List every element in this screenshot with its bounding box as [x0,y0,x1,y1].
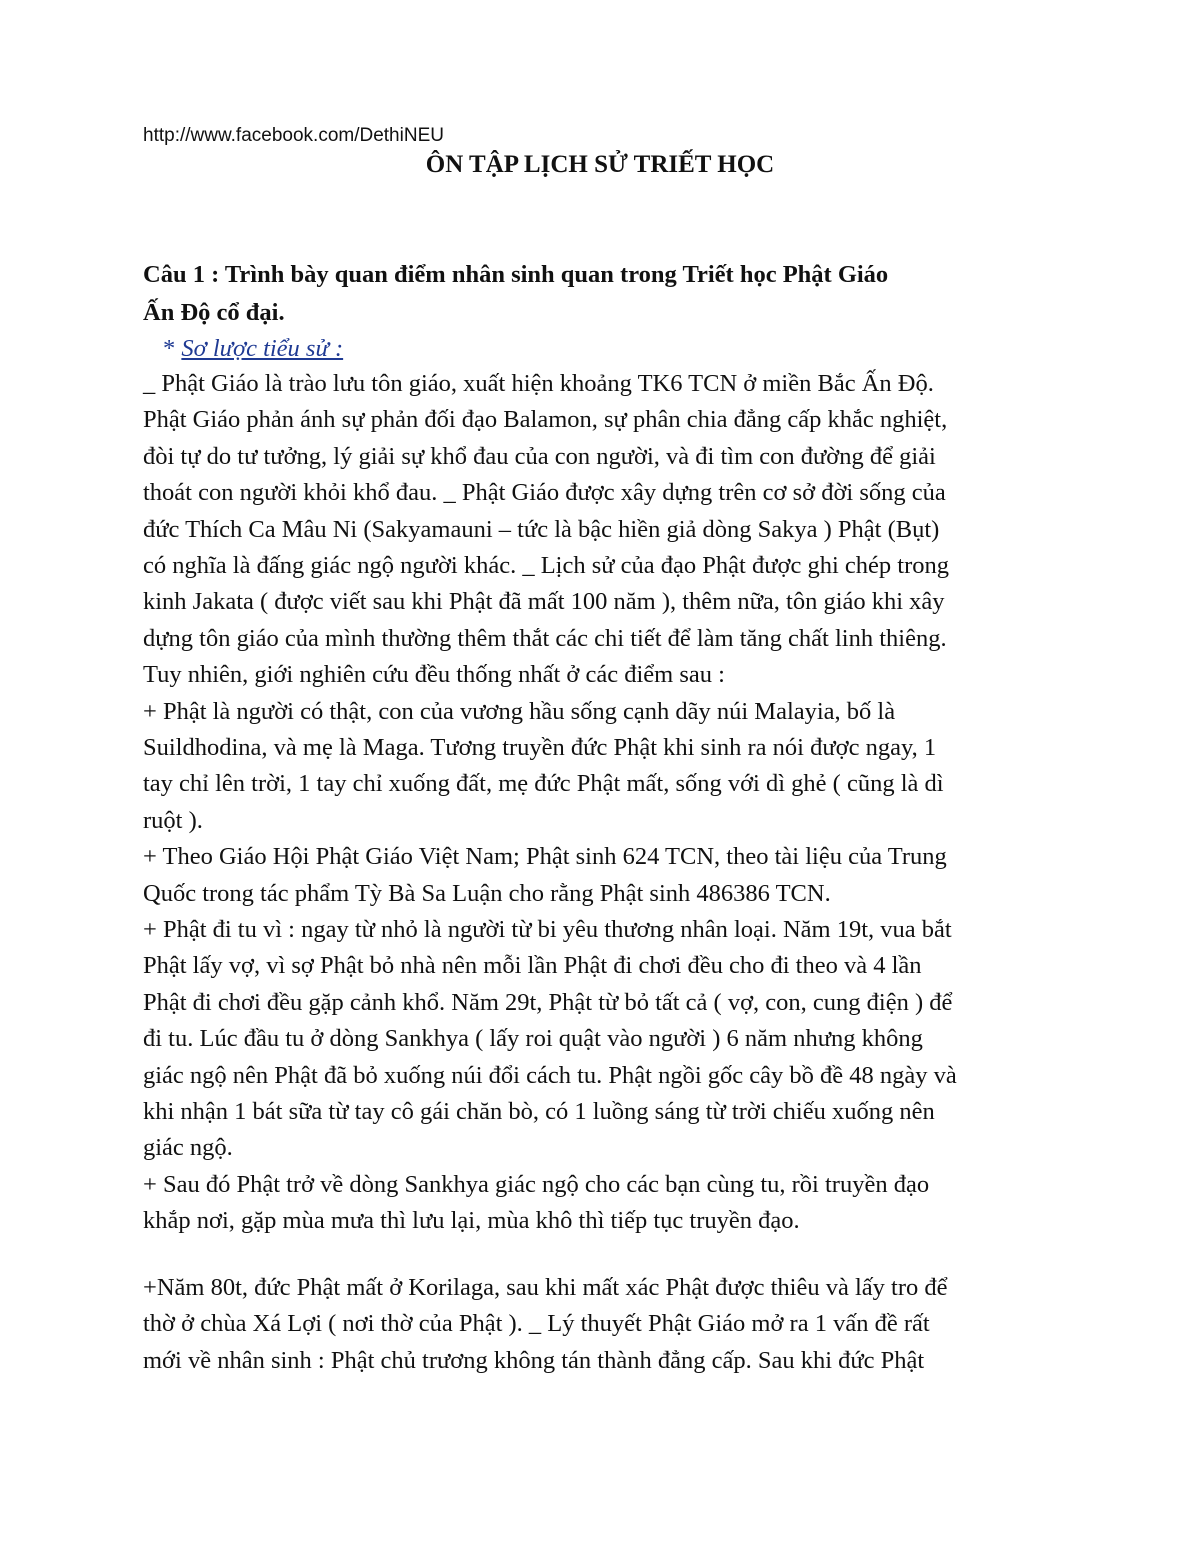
body-line: + Phật đi tu vì : ngay từ nhỏ là người từ bi yêu thương nhân loại. Năm 19t, vua bắt [143,916,952,943]
body-line: Tuy nhiên, giới nghiên cứu đều thống nhất ở các điểm sau : [143,661,725,689]
subheading-label: Sơ lược tiểu sử : [181,335,344,362]
body-line: + Phật là người có thật, con của vương hầu sống cạnh dãy núi Malayia, bố là [143,697,896,725]
question-heading-line-1: Câu 1 : Trình bày quan điểm nhân sinh quan trong Triết học Phật Giáo [143,261,889,288]
body-line: ruột ). [143,806,203,834]
body-line: +Năm 80t, đức Phật mất ở Korilaga, sau khi mất xác Phật được thiêu và lấy tro để [143,1274,948,1301]
body-line: mới về nhân sinh : Phật chủ trương không tán thành đẳng cấp. Sau khi đức Phật [143,1346,925,1374]
body-line: thờ ở chùa Xá Lợi ( nơi thờ của Phật ). _ Lý thuyết Phật Giáo mở ra 1 vấn đề rất [143,1310,930,1338]
body-line: Suildhodina, và mẹ là Maga. Tương truyền đức Phật khi sinh ra nói được ngay, 1 [143,734,937,761]
body-line: Quốc trong tác phẩm Tỳ Bà Sa Luận cho rằng Phật sinh 486386 TCN. [143,879,831,907]
body-line: tay chỉ lên trời, 1 tay chỉ xuống đất, mẹ đức Phật mất, sống với dì ghẻ ( cũng là dì [143,770,944,798]
body-line: Phật lấy vợ, vì sợ Phật bỏ nhà nên mỗi lần Phật đi chơi đều cho đi theo và 4 lần [143,952,922,980]
body-line: Phật đi chơi đều gặp cảnh khổ. Năm 29t, Phật từ bỏ tất cả ( vợ, con, cung điện ) để [143,988,953,1016]
body-line: đức Thích Ca Mâu Ni (Sakyamauni – tức là bậc hiền giả dòng Sakya ) Phật (Bụt) [143,515,940,543]
header-link[interactable]: http://www.facebook.com/DethiNEU [143,125,444,146]
body-line: giác ngộ. [143,1134,233,1162]
body-line: + Theo Giáo Hội Phật Giáo Việt Nam; Phật sinh 624 TCN, theo tài liệu của Trung [143,843,947,871]
question-heading-line-2: Ấn Độ cổ đại. [143,299,285,326]
body-line: _ Phật Giáo là trào lưu tôn giáo, xuất hiện khoảng TK6 TCN ở miền Bắc Ấn Độ. [143,370,934,397]
body-line: đi tu. Lúc đầu tu ở dòng Sankhya ( lấy roi quật vào người ) 6 năm nhưng không [143,1025,923,1053]
subheading-bullet: * [163,335,182,362]
body-line: thoát con người khỏi khổ đau. _ Phật Giáo được xây dựng trên cơ sở đời sống của [143,479,946,507]
document-title: ÔN TẬP LỊCH SỬ TRIẾT HỌC [425,151,775,178]
body-line: kinh Jakata ( được viết sau khi Phật đã mất 100 năm ), thêm nữa, tôn giáo khi xây [143,588,945,616]
body-line: khi nhận 1 bát sữa từ tay cô gái chăn bò, có 1 luồng sáng từ trời chiếu xuống nên [143,1098,935,1125]
subheading [163,331,343,367]
body-line: dựng tôn giáo của mình thường thêm thắt các chi tiết để làm tăng chất linh thiêng. [143,624,947,652]
body-line: + Sau đó Phật trở về dòng Sankhya giác ngộ cho các bạn cùng tu, rồi truyền đạo [143,1170,930,1198]
body-line: giác ngộ nên Phật đã bỏ xuống núi đổi cách tu. Phật ngồi gốc cây bồ đề 48 ngày và [143,1061,957,1089]
body-line: khắp nơi, gặp mùa mưa thì lưu lại, mùa khô thì tiếp tục truyền đạo. [143,1207,800,1235]
body-line: đòi tự do tư tưởng, lý giải sự khổ đau của con người, và đi tìm con đường để giải [143,442,936,470]
body-line: Phật Giáo phản ánh sự phản đối đạo Balamon, sự phân chia đẳng cấp khắc nghiệt, [143,406,948,434]
body-line: có nghĩa là đấng giác ngộ người khác. _ Lịch sử của đạo Phật được ghi chép trong [143,552,949,579]
